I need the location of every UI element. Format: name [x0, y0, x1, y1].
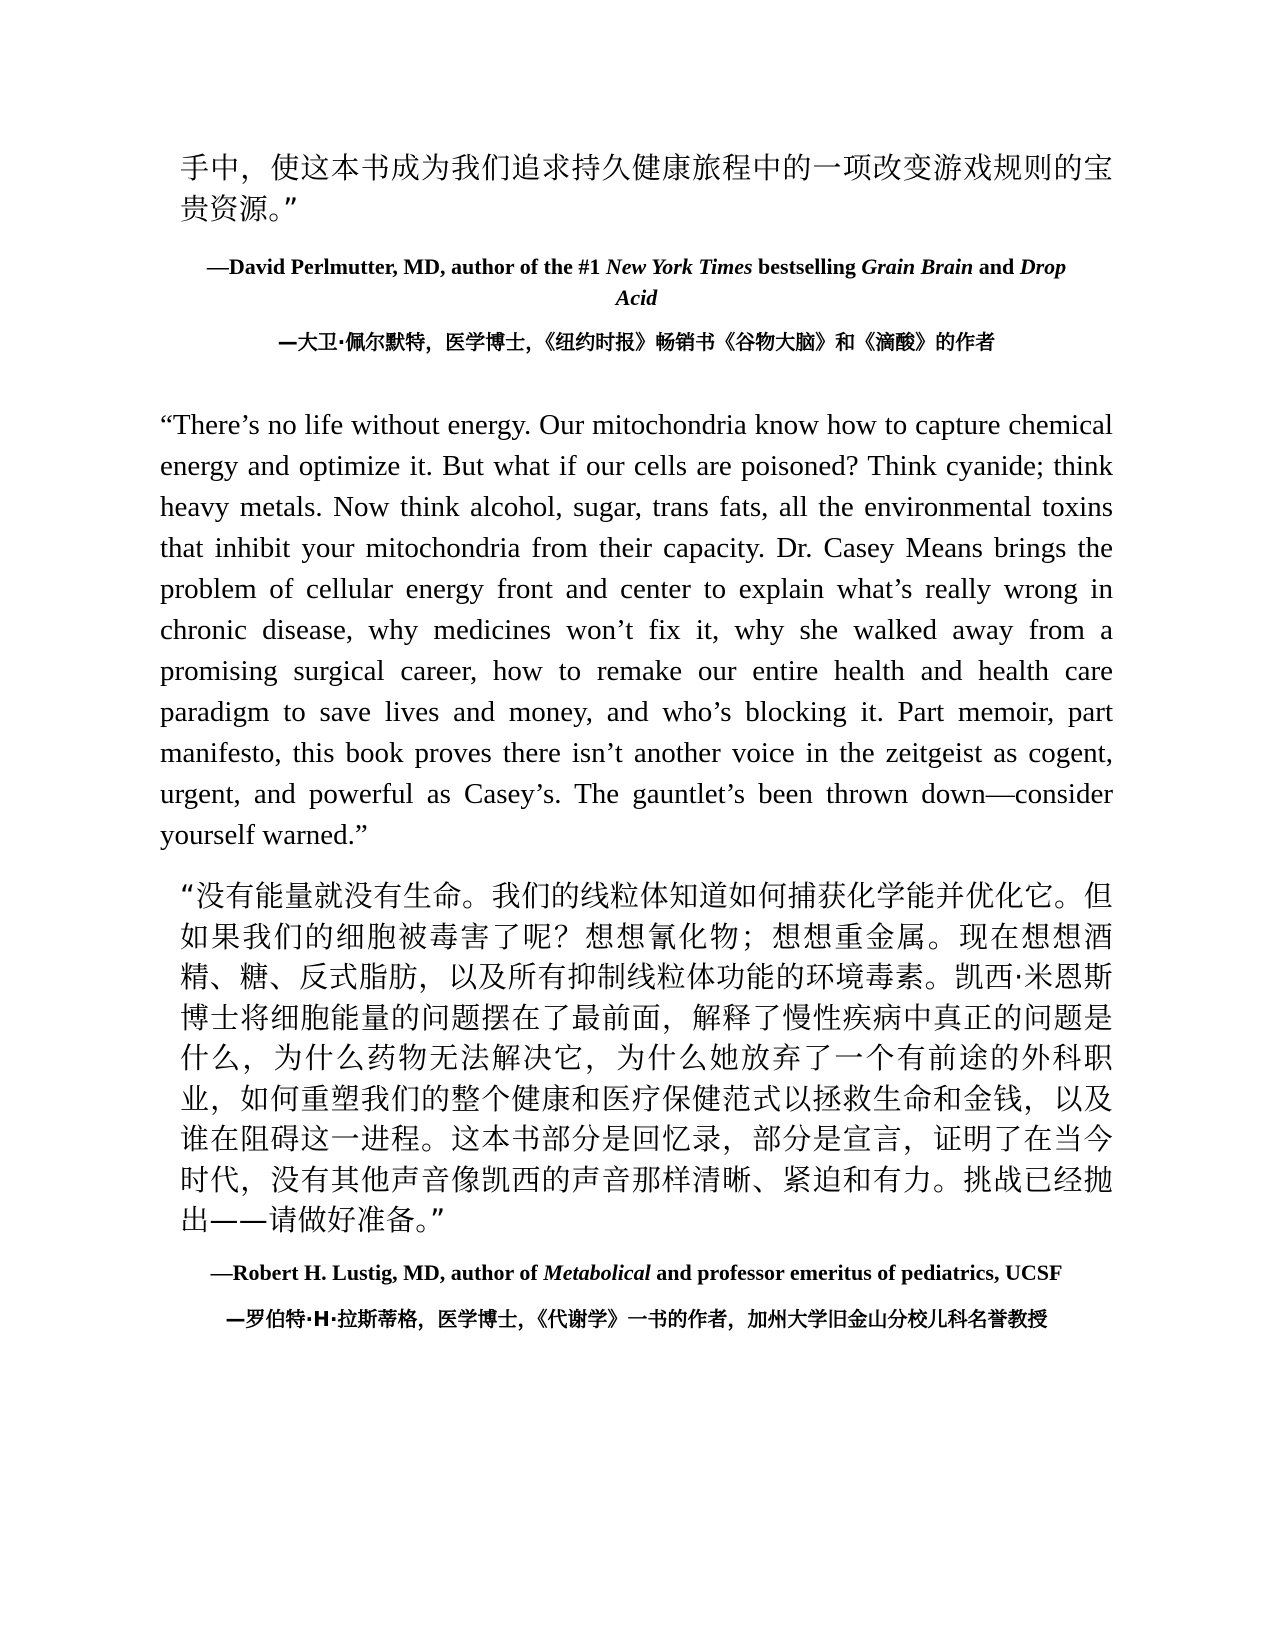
chinese-quote-perlmutter: 手中，使这本书成为我们追求持久健康旅程中的一项改变游戏规则的宝贵资源。”	[180, 151, 1113, 226]
book-title-nyt: New York Times	[605, 254, 753, 279]
attribution-perlmutter-en	[160, 251, 1113, 313]
attribution-text: —David Perlmutter, MD, author of the #1	[206, 254, 606, 279]
attribution-text: and professor emeritus of pediatrics, UCSF	[650, 1259, 1063, 1285]
attribution-lustig-cn: —罗伯特·H·拉斯蒂格，医学博士，《代谢学》一书的作者，加州大学旧金山分校儿科名誉教授	[225, 1306, 1048, 1331]
attribution-lustig-en	[160, 1257, 1113, 1288]
attribution-text: and	[973, 254, 1020, 279]
book-title-grain-brain: Grain Brain	[861, 254, 974, 279]
book-page	[160, 148, 1113, 1334]
book-title-drop-acid: Drop Acid	[615, 254, 1067, 310]
attribution-perlmutter-cn: —大卫·佩尔默特，医学博士，《纽约时报》畅销书《谷物大脑》和《滴酸》的作者	[277, 330, 996, 354]
chinese-quote-lustig: “没有能量就没有生命。我们的线粒体知道如何捕获化学能并优化它。但如果我们的细胞被毒害了呢？想想氰化物；想想重金属。现在想想酒精、糖、反式脂肪，以及所有抑制线粒体功能的环境毒素。凯西·米恩斯博士将细胞能量的问题摆在了最前面，解释了慢性疾病中真正的问题是什么，为什么药物无法解决它，为什么她放弃了一个有前途的外科职业，如何重塑我们的整个健康和医疗保健范式以拯救生命和金钱，以及谁在阻碍这一进程。这本书部分是回忆录，部分是宣言，证明了在当今时代，没有其他声音像凯西的声音那样清晰、紧迫和有力。挑战已经抛出——请做好准备。”	[180, 879, 1113, 1237]
attribution-text: —Robert H. Lustig, MD, author of	[210, 1259, 544, 1285]
book-title-metabolical: Metabolical	[543, 1259, 651, 1285]
attribution-text: bestselling	[752, 254, 862, 279]
english-quote-lustig: “There’s no life without energy. Our mitochondria know how to capture chemical energy and optimize it. But what if our cells are poisoned? Think cyanide; think heavy metals. Now think alcohol, sugar, trans fats, all the environmental toxins that inhibit your mitochondria from their capacity. Dr. Casey Means brings the problem of cellular energy front and center to explain what’s really wrong in chronic disease, why medicines won’t fix it, why she walked away from a promising surgical career, how to remake our entire health and health care paradigm to save lives and money, and who’s blocking it. Part memoir, part manifesto, this book proves there isn’t another voice in the zeitgeist as cogent, urgent, and powerful as Casey’s. The gauntlet’s been thrown down—consider yourself warned.”	[160, 409, 1113, 851]
